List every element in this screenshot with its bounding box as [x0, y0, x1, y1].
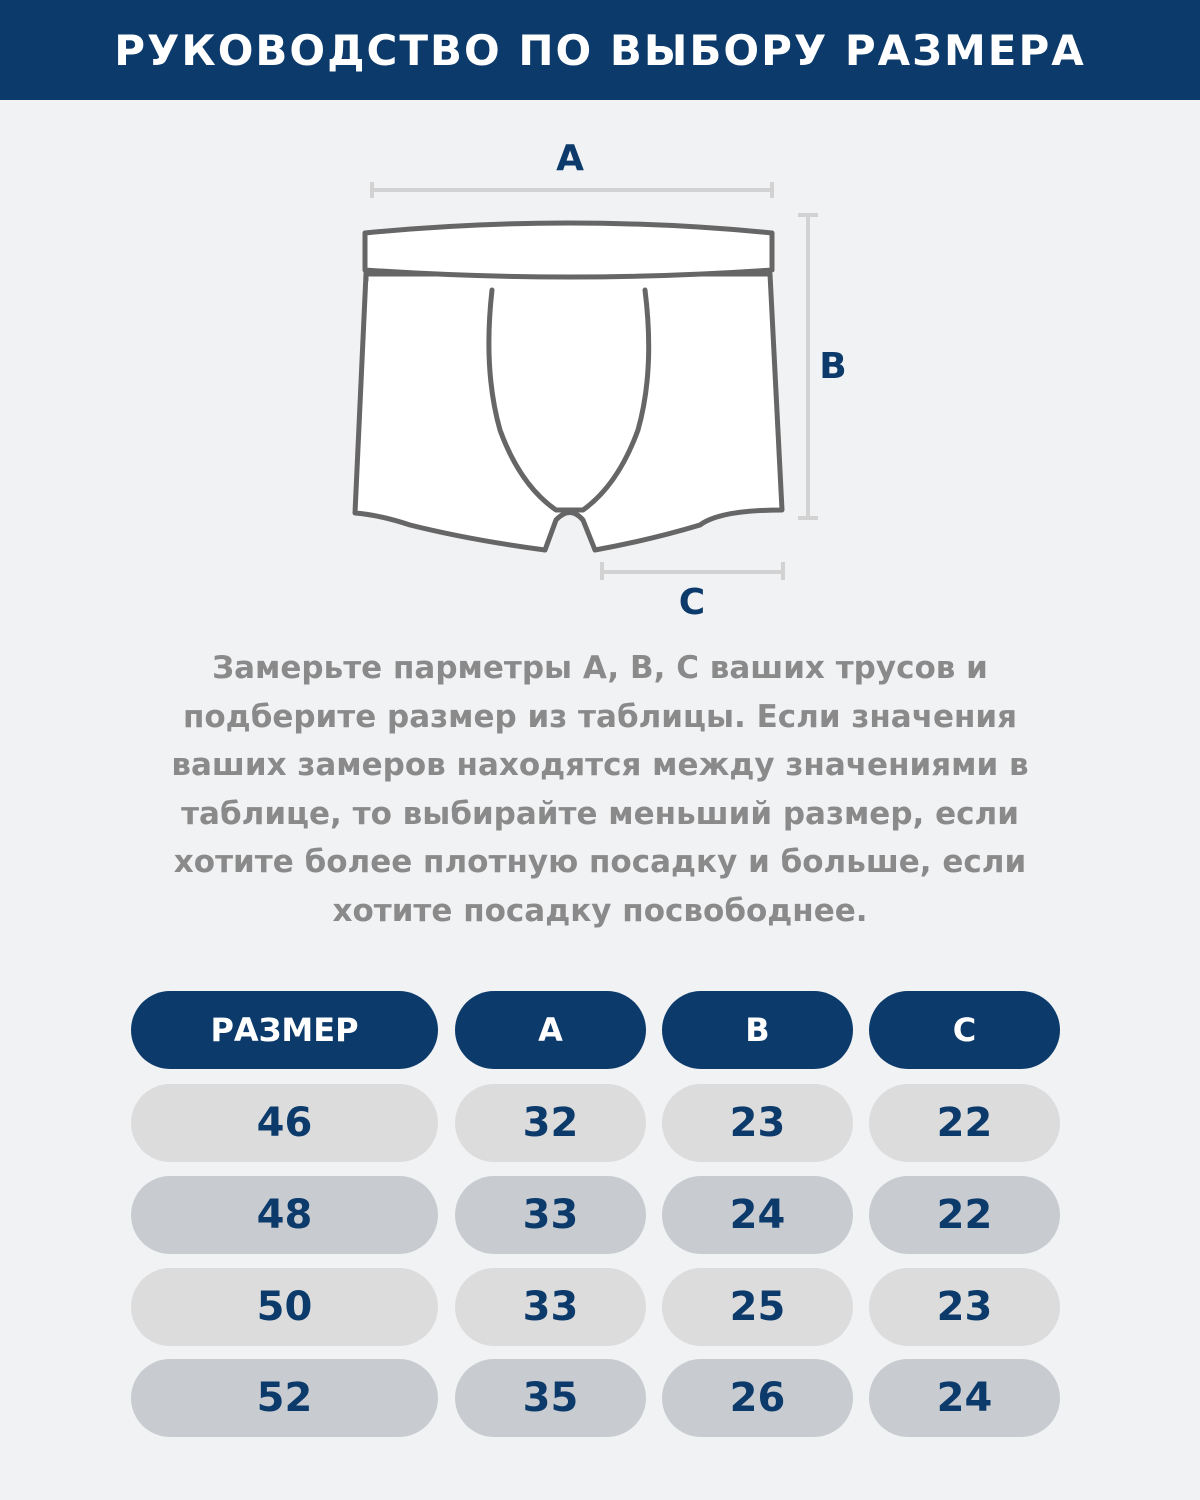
column-header-a: A	[455, 991, 646, 1069]
boxer-briefs-illustration	[0, 100, 1200, 640]
header-bar	[0, 0, 1200, 100]
column-header-size: РАЗМЕР	[131, 991, 438, 1069]
table-cell-b: 25	[662, 1268, 853, 1346]
table-cell-size: 48	[131, 1176, 438, 1254]
table-cell-a: 33	[455, 1176, 646, 1254]
column-header-c: C	[869, 991, 1060, 1069]
table-cell-size: 52	[131, 1359, 438, 1437]
table-cell-a: 32	[455, 1084, 646, 1162]
column-header-b: B	[662, 991, 853, 1069]
table-cell-size: 46	[131, 1084, 438, 1162]
table-cell-a: 33	[455, 1268, 646, 1346]
dimension-label-b: B	[819, 346, 847, 387]
table-cell-size: 50	[131, 1268, 438, 1346]
table-cell-c: 23	[869, 1268, 1060, 1346]
table-cell-b: 23	[662, 1084, 853, 1162]
briefs-outline	[355, 223, 782, 550]
table-cell-b: 24	[662, 1176, 853, 1254]
dimension-label-c: C	[678, 582, 706, 623]
table-cell-c: 22	[869, 1084, 1060, 1162]
table-cell-c: 22	[869, 1176, 1060, 1254]
measurement-diagram	[0, 100, 1200, 640]
page-title: РУКОВОДСТВО ПО ВЫБОРУ РАЗМЕРА	[114, 25, 1086, 75]
dimension-label-a: A	[556, 138, 584, 179]
dimension-line-a	[372, 182, 772, 198]
instructions-text: Замерьте парметры A, B, C ваших трусов и подберите размер из таблицы. Если значения ваших замеров находятся между значениями в таблице, то выбирайте меньший размер, если хотите более плотную посадку и больше, если хотите посадку посвободнее.	[171, 650, 1029, 929]
table-cell-a: 35	[455, 1359, 646, 1437]
table-cell-b: 26	[662, 1359, 853, 1437]
dimension-line-c	[602, 562, 783, 580]
table-cell-c: 24	[869, 1359, 1060, 1437]
